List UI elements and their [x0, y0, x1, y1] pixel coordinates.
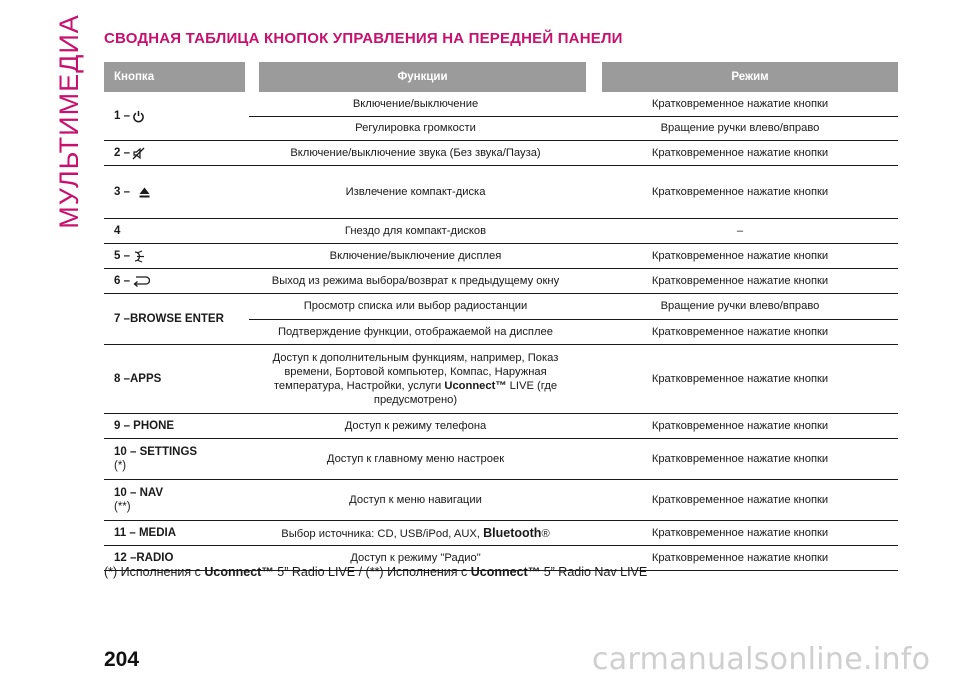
- function-cell: [249, 521, 582, 545]
- footnote-mark: (**): [114, 501, 131, 513]
- function-text: [249, 351, 582, 407]
- button-label: 1 –: [114, 110, 130, 122]
- function-cell: Гнездо для компакт-дисков: [344, 225, 487, 237]
- button-cell: 11 – MEDIA: [114, 527, 176, 539]
- table-row: [104, 92, 898, 141]
- table-row: [104, 345, 898, 414]
- function-cell: Доступ к главному меню настроек: [326, 453, 505, 465]
- function-text-post: LIVE (где предусмотрено): [373, 380, 558, 406]
- function-cell: Доступ к режиму "Радио": [350, 552, 481, 564]
- mode-cell: Кратковременное нажатие кнопки: [651, 494, 829, 506]
- table-header: [104, 62, 898, 92]
- button-label: 6 –: [114, 275, 130, 287]
- button-label: 2 –: [114, 147, 130, 159]
- mode-cell: Кратковременное нажатие кнопки: [651, 552, 829, 564]
- function-cell: Просмотр списка или выбор радиостанции: [303, 300, 528, 313]
- mode-cell: Кратковременное нажатие кнопки: [651, 147, 829, 159]
- power-icon: [132, 110, 145, 123]
- function-text-post: ®: [541, 527, 550, 540]
- display-icon: [132, 250, 145, 263]
- sub-row: [249, 92, 898, 116]
- sub-row: [249, 116, 898, 141]
- button-cell: 7 –BROWSE ENTER: [114, 313, 224, 325]
- function-cell: [249, 345, 582, 413]
- header-mode: Режим: [602, 62, 898, 92]
- mode-cell: Кратковременное нажатие кнопки: [651, 527, 829, 539]
- button-cell: 12 –RADIO: [114, 552, 174, 564]
- button-label-group: [114, 445, 197, 473]
- button-cell: [104, 166, 249, 218]
- mode-cell: Вращение ручки влево/вправо: [660, 122, 820, 135]
- brand-uconnect: Uconnect™: [444, 380, 507, 392]
- buttons-table: [104, 62, 898, 571]
- brand-bluetooth: Bluetooth: [483, 525, 542, 540]
- table-row: [104, 294, 898, 345]
- function-cell: Включение/выключение звука (Без звука/Пауза): [290, 147, 541, 159]
- button-label: 5 –: [114, 250, 130, 262]
- function-cell: Извлечение компакт-диска: [345, 186, 486, 198]
- sub-row: [249, 294, 898, 319]
- function-cell: Регулировка громкости: [355, 122, 476, 135]
- table-footnote: [104, 565, 647, 579]
- button-label-group: [114, 486, 163, 514]
- table-row: [104, 521, 898, 546]
- button-cell: [104, 269, 249, 293]
- function-cell: Доступ к меню навигации: [349, 494, 482, 506]
- footnote-text: (*) Исполнения с: [104, 565, 201, 579]
- page-number: 204: [104, 648, 140, 671]
- table-row: [104, 439, 898, 480]
- mode-cell: Кратковременное нажатие кнопки: [651, 275, 829, 287]
- header-button: Кнопка: [104, 62, 245, 92]
- watermark: carmanualsonline.info: [592, 642, 931, 677]
- back-icon: [132, 275, 150, 287]
- table-row: [104, 141, 898, 166]
- footnote-text: 5” Radio Nav LIVE: [543, 565, 648, 579]
- mode-cell: Кратковременное нажатие кнопки: [651, 453, 829, 465]
- function-cell: Подтверждение функции, отображаемой на дисплее: [278, 325, 553, 338]
- section-side-label-text: МУЛЬТИМЕДИА: [53, 13, 84, 229]
- sub-row: [249, 319, 898, 345]
- button-cell: [104, 92, 249, 140]
- mode-cell: –: [736, 225, 744, 237]
- table-row: [104, 414, 898, 439]
- mode-cell: Кратковременное нажатие кнопки: [651, 373, 829, 385]
- brand-uconnect: Uconnect™: [204, 565, 274, 579]
- brand-uconnect: Uconnect™: [470, 565, 541, 579]
- button-cell: [104, 480, 249, 520]
- mode-cell: Кратковременное нажатие кнопки: [651, 250, 829, 262]
- mode-cell: Кратковременное нажатие кнопки: [651, 325, 829, 338]
- table-row: [104, 166, 898, 219]
- page-title: СВОДНАЯ ТАБЛИЦА КНОПОК УПРАВЛЕНИЯ НА ПЕРЕДНЕЙ ПАНЕЛИ: [104, 30, 623, 47]
- function-cell: Включение/выключение: [352, 97, 479, 110]
- mute-icon: [132, 147, 145, 160]
- table-row: [104, 269, 898, 294]
- button-cell: 4: [114, 225, 121, 237]
- mode-cell: Кратковременное нажатие кнопки: [651, 420, 829, 432]
- footnote-text: 5” Radio LIVE / (**) Исполнения с: [277, 565, 468, 579]
- button-label: 10 – NAV: [114, 487, 164, 499]
- eject-icon: [138, 186, 151, 199]
- table-row: [104, 244, 898, 269]
- function-cell: Выход из режима выбора/возврат к предыдущему окну: [271, 275, 560, 287]
- footnote-mark: (*): [114, 460, 127, 472]
- button-label: 10 – SETTINGS: [114, 446, 198, 458]
- function-text-pre: Доступ к дополнительным функциям, например, Показ времени, Бортовой компьютер, Компас, Наружная температура, Настройки, услуги: [272, 352, 559, 392]
- function-text-pre: Выбор источника: CD, USB/iPod, AUX,: [281, 527, 480, 540]
- table-row: [104, 219, 898, 244]
- button-cell: 8 –APPS: [114, 373, 162, 385]
- row-subrows: [249, 294, 898, 344]
- mode-cell: Кратковременное нажатие кнопки: [651, 186, 829, 198]
- mode-cell: Вращение ручки влево/вправо: [660, 300, 820, 313]
- table-row: [104, 480, 898, 521]
- function-text: [281, 526, 549, 541]
- function-cell: Доступ к режиму телефона: [344, 420, 487, 432]
- button-cell: [104, 244, 249, 268]
- section-side-label: [53, 13, 84, 229]
- button-cell: [104, 439, 249, 479]
- mode-cell: Кратковременное нажатие кнопки: [651, 97, 829, 110]
- row-subrows: [249, 92, 898, 140]
- button-cell: 9 – PHONE: [114, 420, 175, 432]
- button-label: 3 –: [114, 186, 130, 198]
- function-cell: Включение/выключение дисплея: [329, 250, 502, 262]
- button-cell: [104, 141, 249, 165]
- header-functions: Функции: [259, 62, 586, 92]
